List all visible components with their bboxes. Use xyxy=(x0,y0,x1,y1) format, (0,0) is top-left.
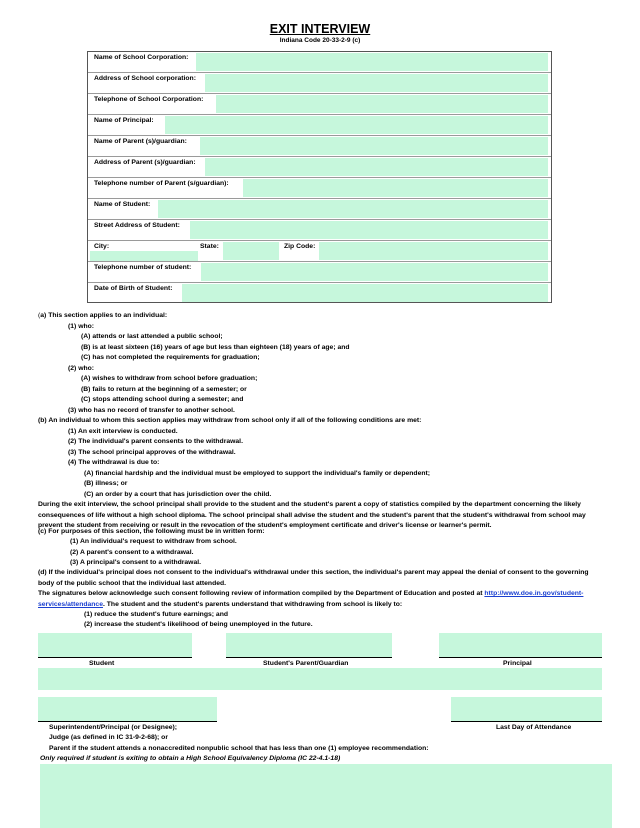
section-a2A: (A) wishes to withdraw from school before graduation; xyxy=(81,375,258,382)
doe-attendance-link[interactable]: http://www.doe.in.gov/student-services/attendance xyxy=(38,590,584,608)
school-phone-field[interactable] xyxy=(216,95,548,113)
school-corporation-row xyxy=(88,52,551,73)
exit-interview-paragraph: During the exit interview, the school principal shall provide to the student and the student's parent a copy of statistics compiled by the department concerning the likely consequences of life without a high school diploma. The school principal shall advise the student and the student's parent that the student's withdrawal from school may prevent the student from receiving or result in the revocation of the student's employment certificate and driver's license or learner's permit. xyxy=(38,501,586,530)
school-info-form xyxy=(87,51,552,303)
student-phone-row xyxy=(88,262,551,283)
parent-name-label: Name of Parent (s)/guardian: xyxy=(94,138,187,145)
principal-signature-line xyxy=(439,657,602,658)
parent-phone-label: Telephone number of Parent (s/guardian): xyxy=(94,180,229,187)
principal-signature-field[interactable] xyxy=(439,633,602,657)
city-label: City: xyxy=(94,243,110,250)
page-title: EXIT INTERVIEW xyxy=(269,22,371,36)
parent-phone-field[interactable] xyxy=(243,179,548,197)
judge-label: Judge (as defined in IC 31-9-2-68); or xyxy=(49,734,168,741)
result-1: (1) reduce the student's future earnings; and xyxy=(84,611,228,618)
student-name-row xyxy=(88,199,551,220)
section-a2: (2) who: xyxy=(68,365,95,372)
state-field[interactable] xyxy=(223,242,279,260)
last-day-attendance-line xyxy=(451,721,602,722)
superintendent-label: Superintendent/Principal (or Designee); xyxy=(49,724,178,731)
parent-signature-field[interactable] xyxy=(226,633,392,657)
dob-field[interactable] xyxy=(182,284,548,302)
parent-address-row xyxy=(88,157,551,178)
student-name-field[interactable] xyxy=(158,200,548,218)
section-a1A: (A) attends or last attended a public school; xyxy=(81,333,223,340)
section-a2C: (C) stops attending school during a semester; and xyxy=(81,396,244,403)
section-b4C: (C) an order by a court that has jurisdiction over the child. xyxy=(84,491,272,498)
section-a1C: (C) has not completed the requirements for graduation; xyxy=(81,354,260,361)
section-a1B: (B) is at least sixteen (16) years of age but less than eighteen (18) years of age; and xyxy=(81,344,350,351)
last-day-attendance-field[interactable] xyxy=(451,697,602,721)
section-c3: (3) A principal's consent to a withdrawal. xyxy=(70,559,202,566)
section-a3: (3) who has no record of transfer to another school. xyxy=(68,407,235,414)
section-a-intro: (a) This section applies to an individual: xyxy=(38,312,168,319)
indiana-code-reference: Indiana Code 20-33-2-9 (c) xyxy=(279,37,361,44)
parent-name-field[interactable] xyxy=(200,137,548,155)
parent-name-row xyxy=(88,136,551,157)
school-phone-row xyxy=(88,94,551,115)
state-label: State: xyxy=(200,243,219,250)
school-address-field[interactable] xyxy=(205,74,548,92)
dob-row xyxy=(88,283,551,304)
section-a2B: (B) fails to return at the beginning of a semester; or xyxy=(81,386,247,393)
section-b4: (4) The withdrawal is due to: xyxy=(68,459,160,466)
signature-acknowledgement: The signatures below acknowledge such consent following review of information compiled by the Department of Education and posted at http://www.doe.in.gov/student-services/attendance. The student and the student's parents understand that withdrawing from school is likely to: xyxy=(38,590,584,608)
parent-phone-row xyxy=(88,178,551,199)
parent-signature-line xyxy=(226,657,392,658)
section-d: (d) If the individual's principal does not consent to the individual's withdrawal under this section, the individual's parent may appeal the denial of consent to the governing body of the public school that the individual last attended. xyxy=(38,569,589,587)
school-corporation-field[interactable] xyxy=(196,53,548,71)
principal-label: Name of Principal: xyxy=(94,117,154,124)
zip-label: Zip Code: xyxy=(284,243,316,250)
student-signature-line xyxy=(38,657,192,658)
principal-field[interactable] xyxy=(165,116,548,134)
school-phone-label: Telephone of School Corporation: xyxy=(94,96,204,103)
city-field[interactable] xyxy=(90,251,198,261)
student-address-label: Street Address of Student: xyxy=(94,222,180,229)
dob-label: Date of Birth of Student: xyxy=(94,285,173,292)
parent-signature-label: Student's Parent/Guardian xyxy=(263,660,349,667)
student-address-field[interactable] xyxy=(190,221,548,239)
section-b3: (3) The school principal approves of the withdrawal. xyxy=(68,449,236,456)
hse-diploma-note: Only required if student is exiting to obtain a High School Equivalency Diploma (IC 22-4.1-18) xyxy=(40,755,341,762)
section-b2: (2) The individual's parent consents to the withdrawal. xyxy=(68,438,243,445)
student-signature-field[interactable] xyxy=(38,633,192,657)
nonaccredited-parent-label: Parent if the student attends a nonaccredited nonpublic school that has less than one (1) employee recommendation: xyxy=(49,745,429,752)
zip-field[interactable] xyxy=(319,242,548,260)
section-c2: (2) A parent's consent to a withdrawal. xyxy=(70,549,194,556)
school-address-label: Address of School corporation: xyxy=(94,75,196,82)
student-phone-label: Telephone number of student: xyxy=(94,264,192,271)
section-b1: (1) An exit interview is conducted. xyxy=(68,428,178,435)
student-signature-label: Student xyxy=(89,660,115,667)
school-address-row xyxy=(88,73,551,94)
parent-address-label: Address of Parent (s)/guardian: xyxy=(94,159,196,166)
superintendent-signature-field[interactable] xyxy=(38,697,217,721)
city-state-zip-row xyxy=(88,241,551,262)
section-b4B: (B) illness; or xyxy=(84,480,128,487)
superintendent-signature-line xyxy=(38,721,217,722)
student-address-row xyxy=(88,220,551,241)
student-phone-field[interactable] xyxy=(201,263,548,281)
last-day-attendance-label: Last Day of Attendance xyxy=(496,724,572,731)
date-field-band[interactable] xyxy=(38,668,602,690)
student-name-label: Name of Student: xyxy=(94,201,151,208)
section-b-intro: (b) An individual to whom this section applies may withdraw from school only if all of the following conditions are met: xyxy=(38,417,422,424)
principal-signature-label: Principal xyxy=(503,660,532,667)
section-a1: (1) who: xyxy=(68,323,95,330)
section-c-intro: (c) For purposes of this section, the following must be in written form: xyxy=(38,528,265,535)
parent-address-field[interactable] xyxy=(205,158,548,176)
school-corporation-label: Name of School Corporation: xyxy=(94,54,189,61)
principal-row xyxy=(88,115,551,136)
section-c1: (1) An individual's request to withdraw from school. xyxy=(70,538,237,545)
recommendation-field[interactable] xyxy=(40,764,612,828)
section-b4A: (A) financial hardship and the individual must be employed to support the individual's family or dependent; xyxy=(84,470,431,477)
result-2: (2) increase the student's likelihood of being unemployed in the future. xyxy=(84,621,313,628)
